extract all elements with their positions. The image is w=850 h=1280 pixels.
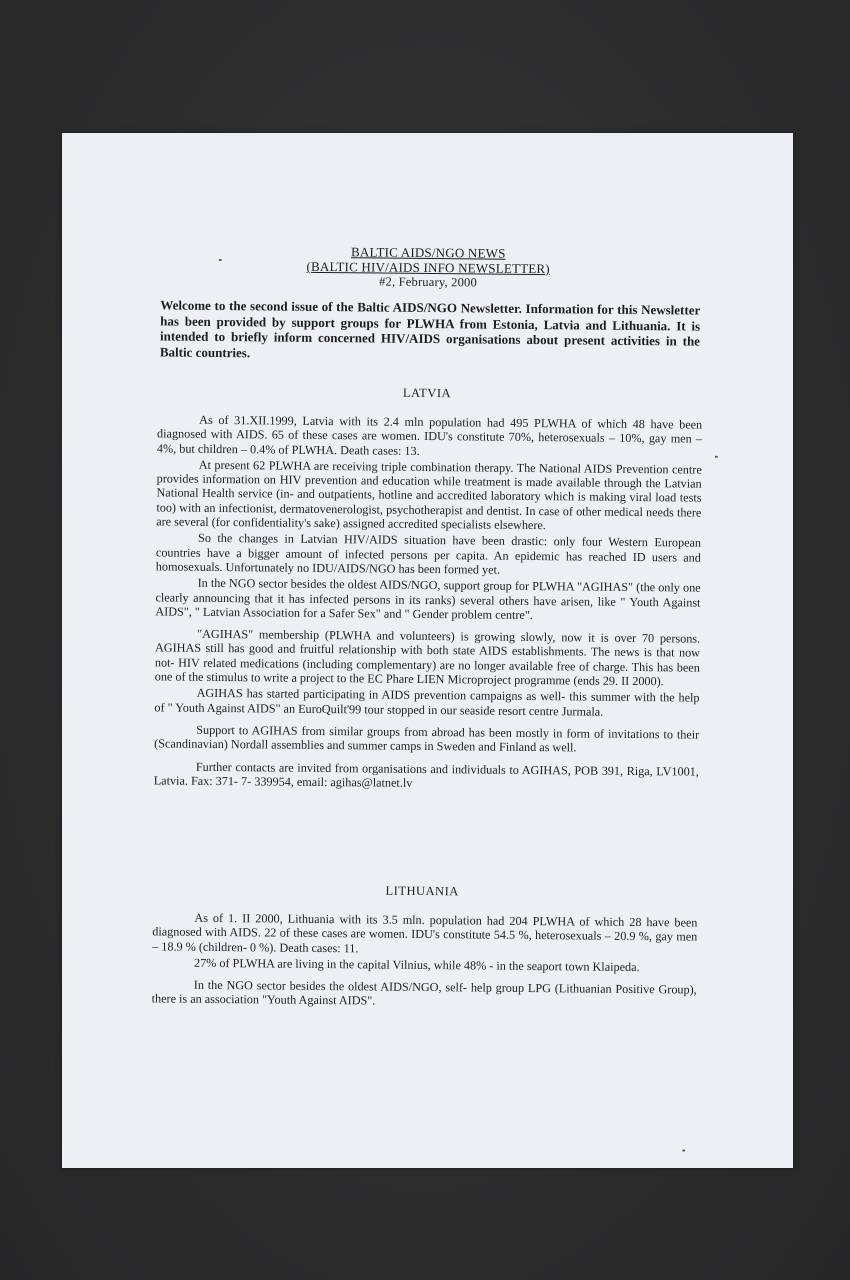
latvia-paragraph: "AGIHAS" membership (PLWHA and volunteers) is growing slowly, now it is over 70 persons. AGIHAS still has good and fruitful relationship with both state AIDS establishments. The news is that now not- HIV related medications (including complementary) are no longer available free of charge. This has been one of the stimulus to write a project to the EC Phare LIEN Microproject programme (ends 29. II 2000). — [154, 626, 701, 689]
issue-date: #2, February, 2000 — [379, 274, 478, 290]
document-content — [62, 133, 793, 1168]
latvia-paragraph: In the NGO sector besides the oldest AIDS/NGO, support group for PLWHA "AGIHAS" (the only one clearly announcing that it has infected persons in its ranks) several others have arisen, like " Youth Against AIDS", " Latvian Association for a Safer Sex" and " Gender problem centre". — [155, 576, 701, 622]
paper-speck — [682, 1149, 685, 1151]
latvia-paragraph: So the changes in Latvian HIV/AIDS situation have been drastic: only four Western European countries have a bigger amount of infected persons per capita. An epidemic has reached ID users and homosexuals. Unfortunately no IDU/AIDS/NGO has been formed yet. — [155, 531, 702, 577]
paper-speck — [219, 259, 222, 261]
latvia-section — [154, 412, 703, 794]
latvia-paragraph: AGIHAS has started participating in AIDS prevention campaigns as well- this summer with the help of " Youth Against AIDS" an EuroQuilt'99 tour stopped in our seaside resort centre Jurmala. — [154, 686, 700, 719]
lithuania-paragraph: As of 1. II 2000, Lithuania with its 3.5 mln. population had 204 PLWHA of which 28 have been diagnosed with AIDS. 22 of these cases are women. IDU's constitute 54.5 %, heterosexuals – 20.9 %, gay men – 18.9 % (children- 0 %). Death cases: 11. — [152, 910, 698, 955]
lithuania-paragraph: In the NGO sector besides the oldest AIDS/NGO, self- help group LPG (Lithuanian Positive Group), there is an association "Youth Against AIDS". — [151, 977, 697, 1009]
lithuania-paragraph: 27% of PLWHA are living in the capital Vilnius, while 48% - in the seaport town Klaipeda. — [193, 955, 640, 974]
newsletter-title: BALTIC AIDS/NGO NEWS — [351, 244, 506, 261]
latvia-paragraph: As of 31.XII.1999, Latvia with its 2.4 mln population had 495 PLWHA of which 48 have been diagnosed with AIDS. 65 of these cases are women. IDU's constitute 70%, heterosexuals – 10%, gay men – 4%, but children – 0.4% of PLWHA. Death cases: 13. — [156, 412, 703, 458]
latvia-heading: LATVIA — [402, 385, 452, 401]
lithuania-section — [152, 910, 698, 1013]
lithuania-heading: LITHUANIA — [385, 883, 459, 899]
latvia-paragraph: Further contacts are invited from organisations and individuals to AGIHAS, POB 391, Riga, LV1001, Latvia. Fax: 371- 7- 339954, email: agihas@latnet.lv — [153, 759, 699, 790]
latvia-paragraph: At present 62 PLWHA are receiving triple combination therapy. The National AIDS Prevention centre provides information on HIV prevention and education while treatment is made available through the Latvian National Health service (in- and outpatients, hotline and accredited laboratory which is making viral load tests too) with an infectionist, dermatovenerologist, psychotherapist and dentist. In case of other medical needs there are several (for confidentiality's sake) assigned accredited specialists elsewhere. — [156, 457, 702, 533]
document-page — [62, 133, 793, 1168]
intro-paragraph: Welcome to the second issue of the Baltic AIDS/NGO Newsletter. Information for this Newsletter has been provided by support groups for PLWHA from Estonia, Latvia and Lithuania. It is intended to briefly inform concerned HIV/AIDS organisations about present activities in the Baltic countries. — [159, 297, 701, 360]
latvia-paragraph: Support to AGIHAS from similar groups from abroad has been mostly in form of invitations to their (Scandinavian) Nordall assemblies and summer camps in Sweden and Finland as well. — [154, 722, 700, 755]
newsletter-subtitle: (BALTIC HIV/AIDS INFO NEWSLETTER) — [306, 258, 550, 277]
paper-speck — [715, 456, 718, 458]
